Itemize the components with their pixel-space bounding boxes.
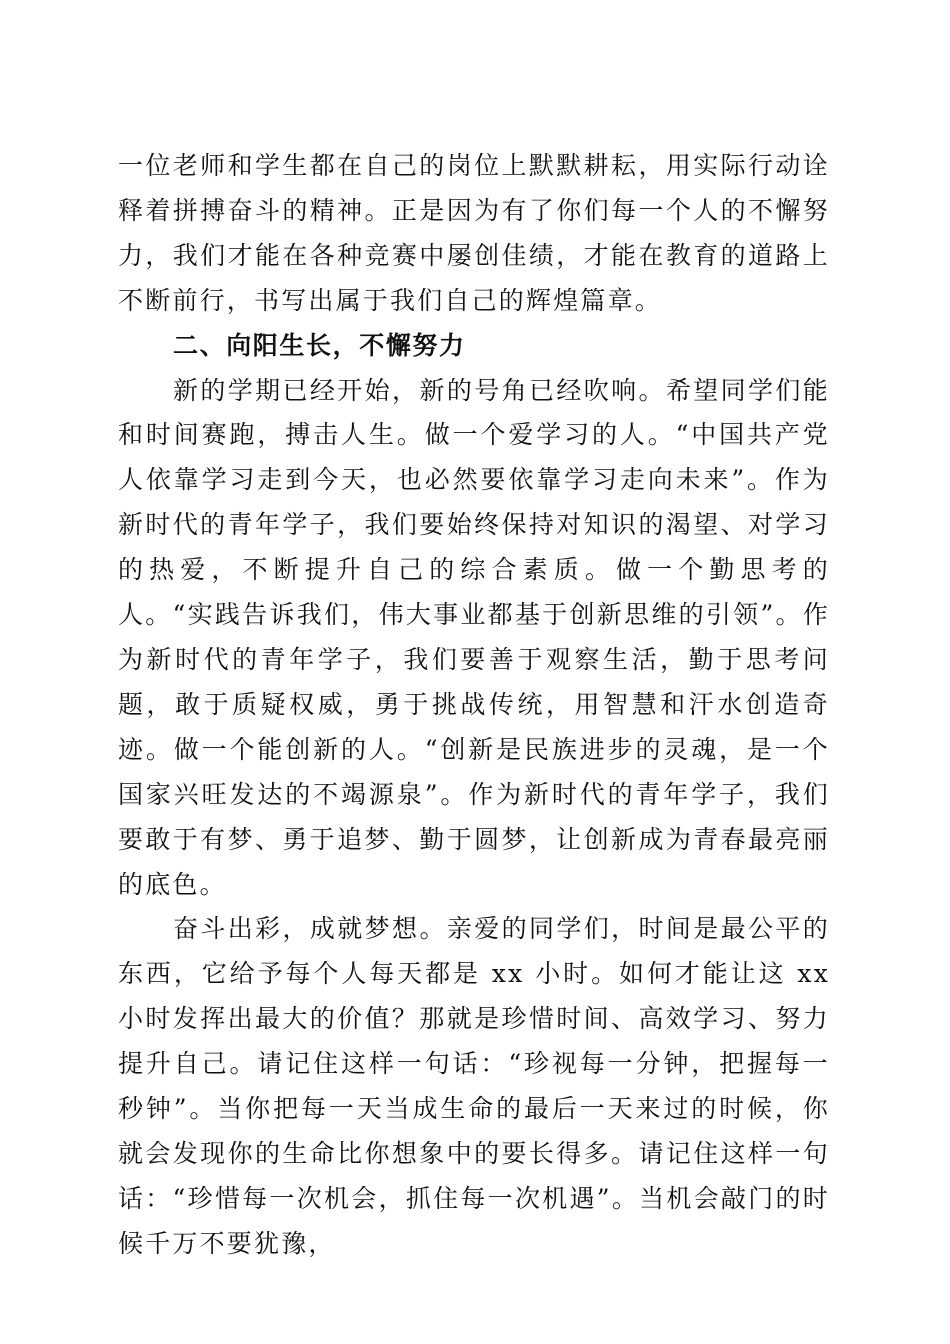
section-heading: 二、向阳生长，不懈努力 [173, 330, 466, 360]
paragraph-study: 新的学期已经开始，新的号角已经吹响。希望同学们能和时间赛跑，搏击人生。做一个爱学习的人。“中国共产党人依靠学习走到今天，也必然要依靠学习走向未来”。作为新时代的青年学子，我们要始终保持对知识的渴望、对学习的热爱，不断提升自己的综合素质。做一个勤思考的人。“实践告诉我们，伟大事业都基于创新思维的引领”。作为新时代的青年学子，我们要善于观察生活，勤于思考问题，敢于质疑权威，勇于挑战传统，用智慧和汗水创造奇迹。做一个能创新的人。“创新是民族进步的灵魂，是一个国家兴旺发达的不竭源泉”。作为新时代的青年学子，我们要敢于有梦、勇于追梦、勤于圆梦，让创新成为青春最亮丽的底色。 [118, 375, 830, 899]
paragraph-continued: 一位老师和学生都在自己的岗位上默默耕耘，用实际行动诠释着拼搏奋斗的精神。正是因为有了你们每一个人的不懈努力，我们才能在各种竞赛中屡创佳绩，才能在教育的道路上不断前行，书写出属于我们自己的辉煌篇章。 [118, 151, 830, 315]
document-body [118, 144, 830, 1267]
paragraph-time: 奋斗出彩，成就梦想。亲爱的同学们，时间是最公平的东西，它给予每个人每天都是 xx 小时。如何才能让这 xx 小时发挥出最大的价值？那就是珍惜时间、高效学习、努力提升自己。请记住这样一句话：“珍视每一分钟，把握每一秒钟”。当你把每一天当成生命的最后一天来过的时候，你就会发现你的生命比你想象中的要长得多。请记住这样一句话：“珍惜每一次机会，抓住每一次机遇”。当机会敲门的时候千万不要犹豫， [118, 914, 830, 1258]
